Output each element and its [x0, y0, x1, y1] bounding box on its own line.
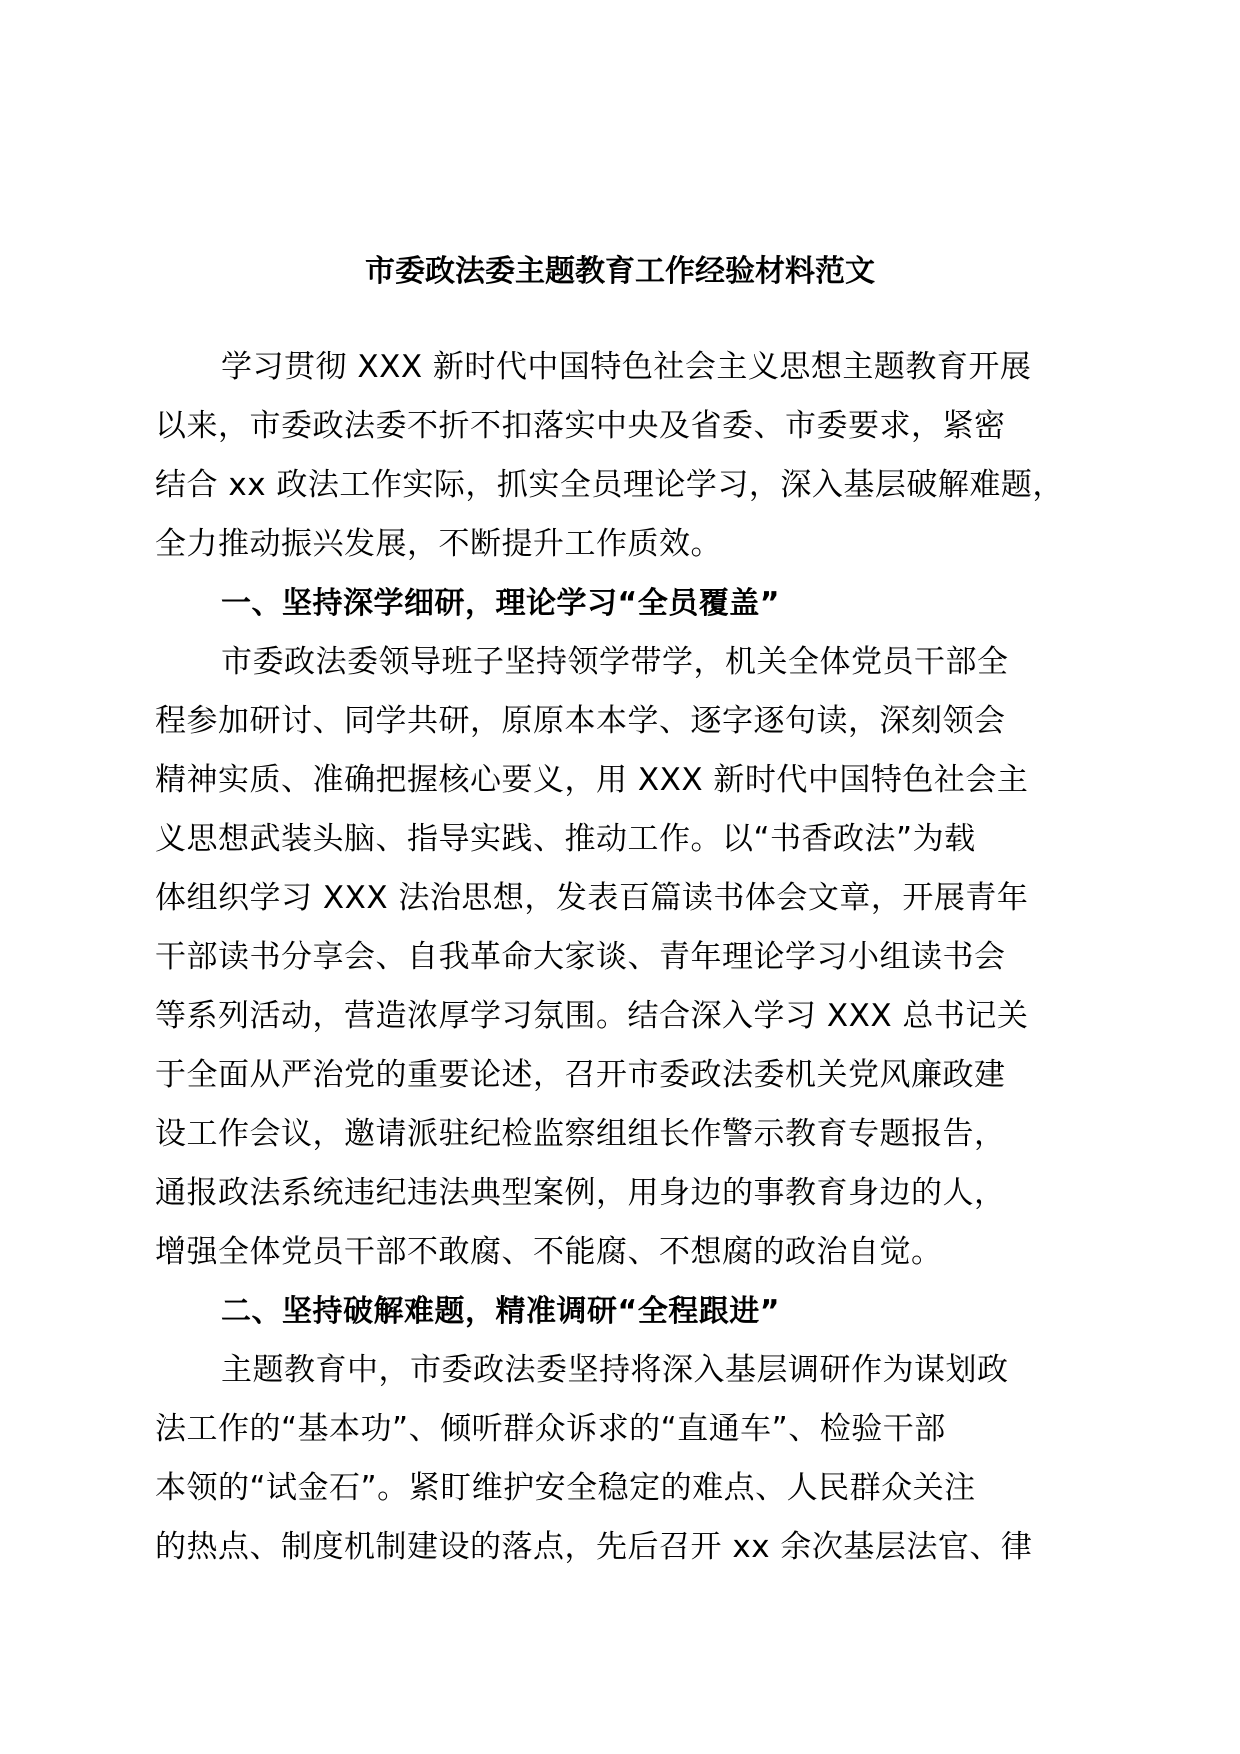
paragraph-line: 干部读书分享会、自我革命大家谈、青年理论学习小组读书会	[155, 939, 1006, 975]
paragraph-line: 主题教育中，市委政法委坚持将深入基层调研作为谋划政	[221, 1352, 1009, 1388]
paragraph-line: 通报政法系统违纪违法典型案例，用身边的事教育身边的人，	[155, 1175, 1006, 1211]
paragraph-line: 设工作会议，邀请派驻纪检监察组组长作警示教育专题报告，	[155, 1116, 1006, 1152]
paragraph-line: 义思想武装头脑、指导实践、推动工作。以“书香政法”为载	[155, 821, 976, 857]
paragraph-line: 体组织学习 XXX 法治思想，发表百篇读书体会文章，开展青年	[155, 880, 1029, 916]
paragraph-line: 的热点、制度机制建设的落点，先后召开 xx 余次基层法官、律	[155, 1529, 1033, 1565]
document-title: 市委政法委主题教育工作经验材料范文	[365, 254, 875, 289]
paragraph-line: 增强全体党员干部不敢腐、不能腐、不想腐的政治自觉。	[155, 1234, 943, 1270]
paragraph-line: 程参加研讨、同学共研，原原本本学、逐字逐句读，深刻领会	[155, 703, 1006, 739]
paragraph-line: 全力推动振兴发展，不断提升工作质效。	[155, 526, 722, 562]
section-heading-1: 一、坚持深学细研，理论学习“全员覆盖”	[221, 586, 780, 621]
paragraph-line: 等系列活动，营造浓厚学习氛围。结合深入学习 XXX 总书记关	[155, 998, 1029, 1034]
paragraph-line: 精神实质、准确把握核心要义，用 XXX 新时代中国特色社会主	[155, 762, 1029, 798]
paragraph-line: 于全面从严治党的重要论述，召开市委政法委机关党风廉政建	[155, 1057, 1006, 1093]
paragraph-line: 法工作的“基本功”、倾听群众诉求的“直通车”、检验干部	[155, 1411, 946, 1447]
paragraph-line: 学习贯彻 XXX 新时代中国特色社会主义思想主题教育开展	[221, 349, 1032, 385]
paragraph-line: 结合 xx 政法工作实际，抓实全员理论学习，深入基层破解难题，	[155, 467, 1064, 503]
paragraph-line: 以来，市委政法委不折不扣落实中央及省委、市委要求，紧密	[155, 408, 1006, 444]
paragraph-line: 市委政法委领导班子坚持领学带学，机关全体党员干部全	[221, 644, 1009, 680]
document-body	[155, 338, 1085, 1577]
section-heading-2: 二、坚持破解难题，精准调研“全程跟进”	[221, 1294, 780, 1329]
paragraph-line: 本领的“试金石”。紧盯维护安全稳定的难点、人民群众关注	[155, 1470, 976, 1506]
